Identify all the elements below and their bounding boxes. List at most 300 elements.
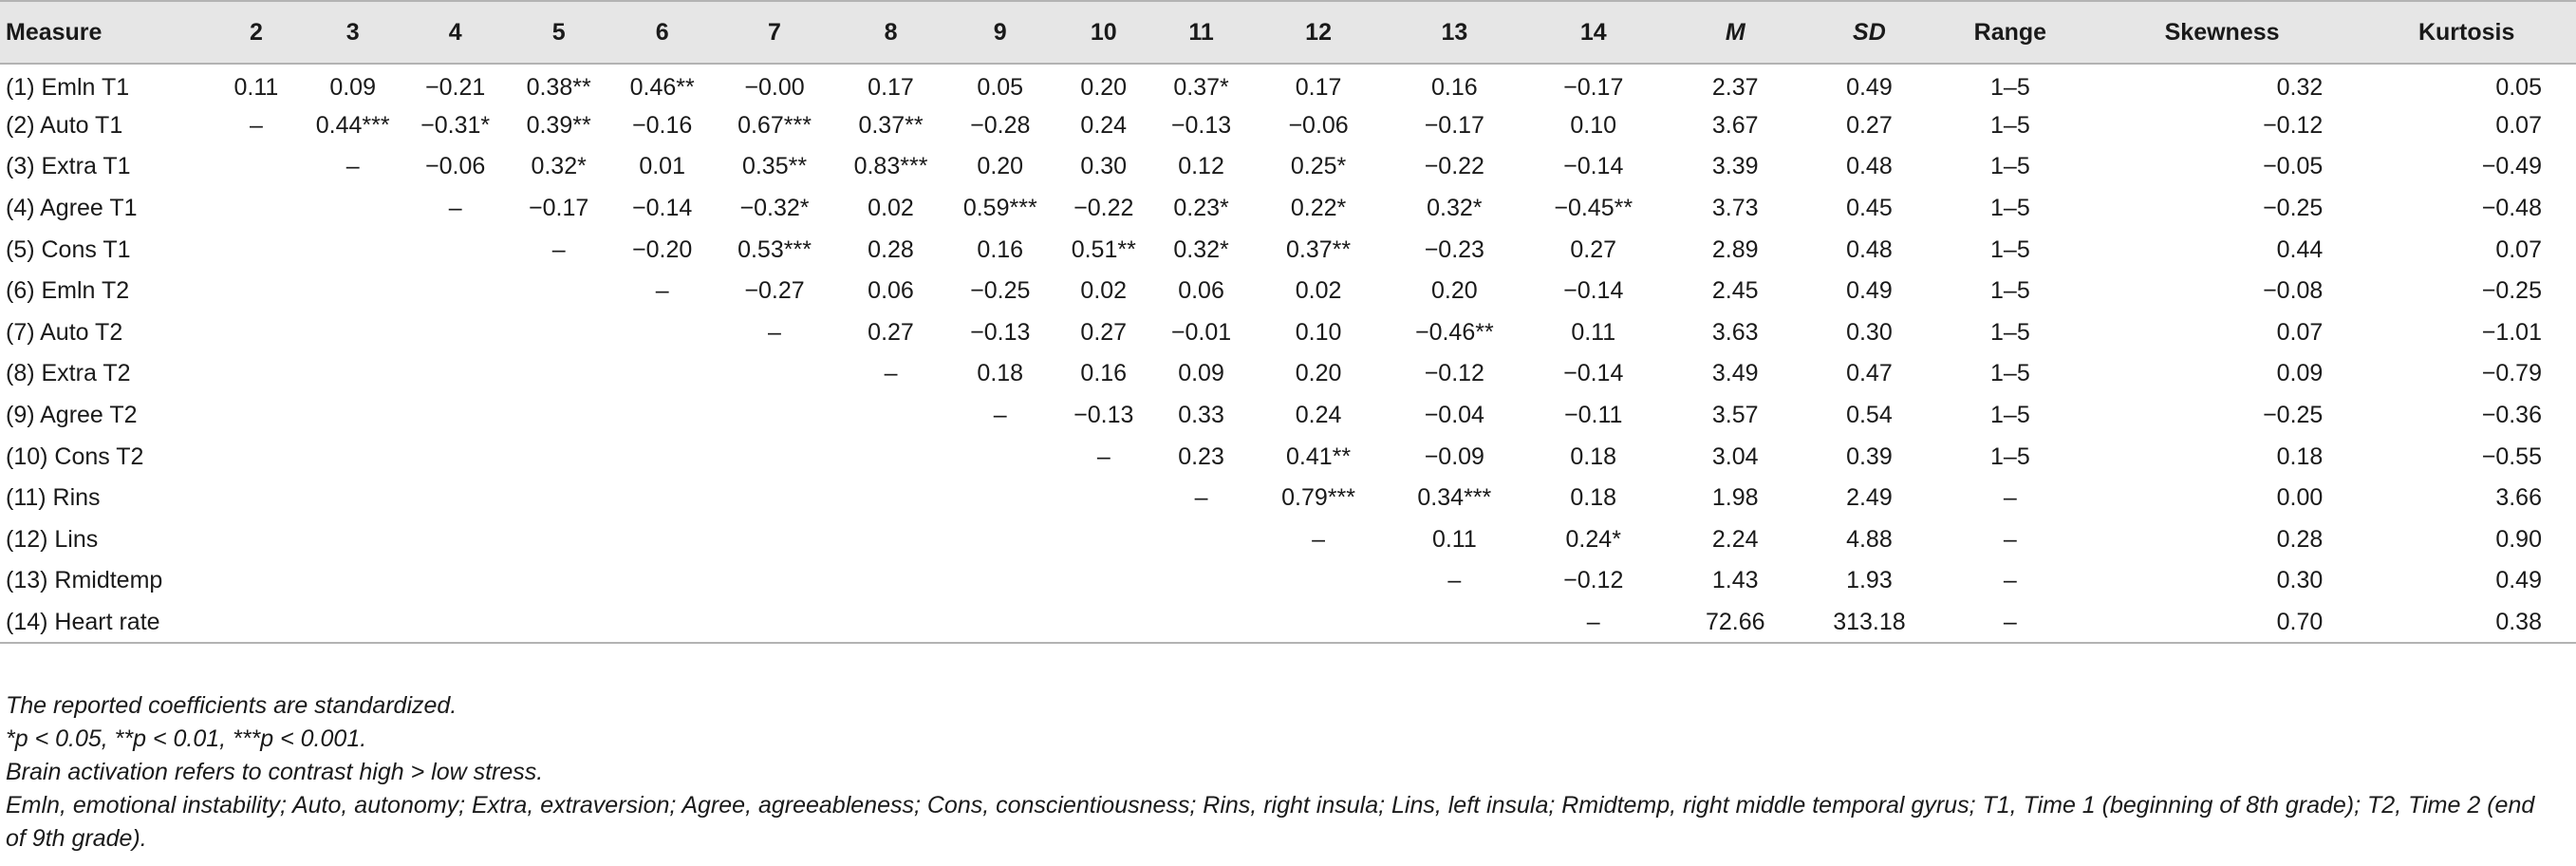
table-cell (1153, 560, 1250, 602)
header-skewness: Skewness (2087, 1, 2357, 64)
table-cell (714, 478, 836, 519)
table-cell: – (1521, 602, 1666, 644)
note-abbreviations: Emln, emotional instability; Auto, autonomy; Extra, extraversion; Agree, agreeableness; Cons, conscientiousness; Rins, right insula; Lins, left insula; Rmidtemp, right middle temporal gyrus; T1, Time 1 (beginning of 8th grade); T2, Time 2 (end of 9th grade). (6, 792, 2535, 852)
table-cell: 0.37** (858, 111, 924, 139)
header-14: 14 (1521, 1, 1666, 64)
table-cell (714, 560, 836, 602)
table-cell (507, 271, 611, 312)
table-cell (946, 519, 1055, 561)
table-cell: 0.49 (2495, 567, 2542, 594)
table-cell: – (1194, 484, 1208, 512)
table-cell: 0.38 (2357, 602, 2576, 644)
table-cell: – (345, 153, 360, 180)
table-cell: 0.38** (526, 73, 591, 101)
table-cell: – (2003, 567, 2017, 594)
table-cell (211, 353, 302, 395)
table-cell (211, 229, 302, 271)
table-cell: −0.55 (2481, 442, 2542, 470)
table-cell (611, 519, 714, 561)
table-cell: −0.00 (744, 73, 805, 101)
table-cell: 0.11 (233, 73, 279, 101)
table-cell: 0.02 (1295, 277, 1342, 305)
table-cell (611, 353, 714, 395)
table-cell (404, 519, 507, 561)
table-cell (835, 436, 945, 478)
table-cell: −0.12 (1424, 360, 1484, 387)
table-cell: 0.34*** (1417, 484, 1492, 512)
row-label: (3) Extra T1 (6, 153, 131, 180)
table-row (0, 478, 2576, 519)
table-cell: −0.21 (425, 73, 486, 101)
table-row (0, 64, 2576, 105)
table-cell (946, 560, 1055, 602)
table-cell (302, 271, 404, 312)
table-cell (404, 271, 507, 312)
table-cell (211, 188, 302, 230)
header-10: 10 (1055, 1, 1153, 64)
header-6: 6 (611, 1, 714, 64)
table-cell (302, 478, 404, 519)
table-cell: −0.09 (1424, 442, 1484, 470)
table-cell: – (551, 235, 566, 263)
table-cell: 0.09 (2276, 360, 2324, 387)
table-cell: −0.14 (1563, 360, 1624, 387)
table-cell: 3.67 (1711, 111, 1759, 139)
table-cell: 3.73 (1711, 195, 1759, 222)
table-cell (211, 560, 302, 602)
table-cell: −0.06 (425, 153, 486, 180)
table-cell: −0.05 (2263, 153, 2324, 180)
table-cell: – (768, 318, 781, 346)
table-cell (714, 436, 836, 478)
table-cell (1055, 519, 1153, 561)
header-measure: Measure (0, 1, 211, 64)
table-cell: 0.54 (1846, 402, 1893, 429)
table-cell: 0.83*** (853, 153, 928, 180)
table-cell: 2.89 (1711, 235, 1759, 263)
table-cell (1055, 478, 1153, 519)
row-label: (8) Extra T2 (6, 360, 131, 387)
table-cell: 0.18 (1570, 442, 1617, 470)
table-cell: −0.17 (1424, 111, 1484, 139)
table-cell: 0.51** (1071, 235, 1136, 263)
table-cell (302, 519, 404, 561)
table-row (0, 560, 2576, 602)
row-label: (2) Auto T1 (6, 111, 123, 139)
row-label: (14) Heart rate (0, 602, 211, 644)
table-cell (211, 271, 302, 312)
header-m: M (1666, 1, 1805, 64)
table-cell: 0.16 (1080, 360, 1128, 387)
table-cell: 0.20 (1431, 277, 1478, 305)
table-cell: −0.25 (2481, 277, 2542, 305)
table-cell (1055, 560, 1153, 602)
note-significance: *p < 0.05, **p < 0.01, ***p < 0.001. (6, 725, 367, 752)
table-cell: – (655, 277, 669, 305)
table-cell: −0.46** (1414, 318, 1494, 346)
table-row (0, 353, 2576, 395)
row-label: (9) Agree T2 (6, 402, 138, 429)
table-cell: 0.30 (1846, 318, 1893, 346)
table-cell: 4.88 (1846, 525, 1893, 553)
header-4: 4 (404, 1, 507, 64)
table-cell: −0.20 (632, 235, 693, 263)
table-cell (714, 602, 836, 644)
table-cell: 1–5 (1990, 235, 2030, 263)
table-row (0, 105, 2576, 147)
table-cell: 313.18 (1805, 602, 1933, 644)
table-cell: 0.49 (1846, 277, 1893, 305)
header-9: 9 (946, 1, 1055, 64)
table-cell: −0.16 (632, 111, 693, 139)
table-cell: −0.45** (1554, 195, 1633, 222)
table-cell: 0.44 (2276, 235, 2324, 263)
table-cell: −0.25 (970, 277, 1031, 305)
table-cell (404, 395, 507, 437)
table-cell (404, 353, 507, 395)
table-cell: 1–5 (1990, 442, 2030, 470)
table-cell: −0.12 (1563, 567, 1624, 594)
table-cell: 1–5 (1990, 318, 2030, 346)
row-label: (13) Rmidtemp (6, 567, 163, 594)
table-cell: −0.27 (744, 277, 805, 305)
table-cell: −0.11 (1564, 402, 1623, 429)
table-cell: 1–5 (1990, 73, 2030, 101)
table-cell: 0.79*** (1281, 484, 1355, 512)
table-cell: – (1447, 567, 1462, 594)
table-cell: −0.31* (420, 111, 491, 139)
header-kurtosis: Kurtosis (2357, 1, 2576, 64)
table-cell: −0.14 (1563, 277, 1624, 305)
table-cell: 0.46** (629, 73, 695, 101)
table-cell: −0.14 (632, 195, 693, 222)
table-cell: 2.49 (1846, 484, 1893, 512)
table-cell: 0.44*** (315, 111, 390, 139)
table-cell: 0.28 (868, 235, 914, 263)
table-cell: 0.24 (1080, 111, 1128, 139)
table-cell (611, 560, 714, 602)
table-cell: −0.06 (1288, 111, 1349, 139)
table-cell: – (884, 360, 898, 387)
table-cell: −0.23 (1424, 235, 1484, 263)
table-cell: 72.66 (1666, 602, 1805, 644)
table-cell: 0.05 (2495, 73, 2542, 101)
table-cell (507, 312, 611, 354)
table-cell: 0.16 (1431, 73, 1478, 101)
table-cell: 3.57 (1711, 402, 1759, 429)
header-11: 11 (1153, 1, 1250, 64)
table-cell: −0.17 (1563, 73, 1624, 101)
table-cell: 0.20 (1080, 73, 1128, 101)
table-cell: – (2003, 525, 2017, 553)
table-cell (946, 602, 1055, 644)
table-cell: 0.48 (1846, 235, 1893, 263)
table-cell: −0.01 (1170, 318, 1232, 346)
table-cell: 0.17 (868, 73, 914, 101)
table-cell: 0.28 (2276, 525, 2324, 553)
table-cell: 0.45 (1846, 195, 1893, 222)
table-cell (611, 395, 714, 437)
table-cell: – (1933, 602, 2087, 644)
table-cell (302, 353, 404, 395)
table-cell (507, 353, 611, 395)
table-cell: 0.30 (2276, 567, 2324, 594)
table-cell: 0.02 (868, 195, 914, 222)
table-cell: 0.30 (1080, 153, 1128, 180)
table-cell (611, 436, 714, 478)
table-cell: 0.23* (1173, 195, 1229, 222)
table-cell: 0.05 (977, 73, 1024, 101)
table-cell: 0.35** (741, 153, 808, 180)
table-row (0, 602, 2576, 644)
table-cell: 0.32 (2276, 73, 2324, 101)
table-cell: 0.24* (1565, 525, 1621, 553)
table-cell (404, 436, 507, 478)
table-cell (302, 229, 404, 271)
table-cell (507, 395, 611, 437)
table-cell: 0.27 (1846, 111, 1893, 139)
table-cell: −0.49 (2481, 153, 2542, 180)
table-cell (211, 478, 302, 519)
table-cell: 0.59*** (962, 195, 1037, 222)
table-cell: 0.27 (1080, 318, 1128, 346)
table-cell: 0.23 (1178, 442, 1224, 470)
table-cell: −0.13 (1073, 402, 1134, 429)
table-cell: 0.22* (1290, 195, 1347, 222)
table-cell: 0.20 (977, 153, 1024, 180)
table-cell: 1–5 (1990, 277, 2030, 305)
table-cell: – (448, 195, 462, 222)
header-sd: SD (1805, 1, 1933, 64)
table-cell: 0.09 (329, 73, 376, 101)
table-cell: 0.07 (2495, 111, 2542, 139)
table-cell: 2.24 (1711, 525, 1759, 553)
table-cell: −0.13 (970, 318, 1031, 346)
table-cell: 3.66 (2495, 484, 2542, 512)
table-row (0, 436, 2576, 478)
table-cell (404, 478, 507, 519)
table-cell (211, 312, 302, 354)
table-cell (211, 436, 302, 478)
table-cell: 0.27 (868, 318, 914, 346)
table-cell (714, 519, 836, 561)
table-cell: 0.32* (1427, 195, 1483, 222)
table-cell: 1.93 (1846, 567, 1893, 594)
table-cell: 0.39** (526, 111, 591, 139)
table-cell (302, 602, 404, 644)
row-label: (10) Cons T2 (6, 442, 144, 470)
table-cell: 0.17 (1295, 73, 1342, 101)
table-cell: −0.48 (2481, 195, 2542, 222)
table-cell (302, 560, 404, 602)
table-cell (714, 395, 836, 437)
table-cell: 0.07 (2276, 318, 2324, 346)
table-header (0, 1, 2576, 64)
table-cell: 0.47 (1846, 360, 1893, 387)
table-cell (946, 478, 1055, 519)
table-cell: 0.10 (1295, 318, 1342, 346)
table-cell: 0.12 (1178, 153, 1224, 180)
table-cell: 0.18 (1570, 484, 1617, 512)
table-cell: −0.36 (2481, 402, 2542, 429)
header-13: 13 (1388, 1, 1521, 64)
table-cell (714, 353, 836, 395)
table-cell: 1–5 (1990, 153, 2030, 180)
table-cell (302, 436, 404, 478)
table-row (0, 519, 2576, 561)
table-cell (835, 602, 945, 644)
table-cell: 0.48 (1846, 153, 1893, 180)
table-cell: 0.00 (2276, 484, 2324, 512)
table-cell: 0.24 (1295, 402, 1342, 429)
table-cell: 1.43 (1711, 567, 1759, 594)
table-cell: −0.08 (2263, 277, 2324, 305)
table-cell (1249, 560, 1387, 602)
table-cell: 0.01 (639, 153, 685, 180)
row-label: (1) Emln T1 (6, 73, 130, 101)
header-8: 8 (835, 1, 945, 64)
row-label: (5) Cons T1 (6, 235, 131, 263)
table-row (0, 395, 2576, 437)
table-cell (404, 229, 507, 271)
note-brain-activation: Brain activation refers to contrast high > low stress. (6, 759, 544, 785)
table-row (0, 229, 2576, 271)
table-cell (211, 519, 302, 561)
table-cell: 0.16 (977, 235, 1024, 263)
table-cell: −0.28 (970, 111, 1031, 139)
table-cell: 0.90 (2495, 525, 2542, 553)
table-cell: – (1096, 442, 1111, 470)
table-cell (302, 188, 404, 230)
table-cell: 1–5 (1990, 402, 2030, 429)
table-cell: – (993, 402, 1007, 429)
header-12: 12 (1249, 1, 1387, 64)
table-cell: −0.22 (1424, 153, 1484, 180)
table-cell: 0.10 (1570, 111, 1617, 139)
table-cell (1249, 602, 1387, 644)
table-cell: – (249, 111, 263, 139)
table-cell (507, 478, 611, 519)
row-label: (7) Auto T2 (6, 318, 123, 346)
header-7: 7 (714, 1, 836, 64)
table-cell: 3.04 (1711, 442, 1759, 470)
row-label: (4) Agree T1 (6, 195, 138, 222)
table-row (0, 188, 2576, 230)
table-cell (404, 602, 507, 644)
table-cell (835, 395, 945, 437)
table-cell: 0.25* (1290, 153, 1347, 180)
note-standardized: The reported coefficients are standardized. (6, 692, 457, 719)
table-cell (946, 436, 1055, 478)
table-cell (404, 312, 507, 354)
table-cell: 0.09 (1178, 360, 1224, 387)
table-cell (302, 395, 404, 437)
table-cell: 1–5 (1990, 195, 2030, 222)
table-cell: 0.02 (1080, 277, 1128, 305)
table-cell (1153, 519, 1250, 561)
table-cell (507, 602, 611, 644)
table-cell: 1.98 (1711, 484, 1759, 512)
table-cell: −0.17 (529, 195, 589, 222)
table-cell (507, 519, 611, 561)
table-cell (404, 560, 507, 602)
table-cell (611, 312, 714, 354)
header-range: Range (1933, 1, 2087, 64)
table-cell: 0.37** (1286, 235, 1352, 263)
table-cell: 3.39 (1711, 153, 1759, 180)
table-cell: 0.20 (1295, 360, 1342, 387)
table-cell: −0.22 (1073, 195, 1134, 222)
table-cell: 2.37 (1711, 73, 1759, 101)
table-body (0, 64, 2576, 643)
table-cell (211, 146, 302, 188)
table-row (0, 146, 2576, 188)
table-cell: −0.25 (2263, 195, 2324, 222)
table-cell (835, 519, 945, 561)
row-label: (12) Lins (6, 525, 99, 553)
table-cell (211, 395, 302, 437)
table-cell: −0.32* (739, 195, 810, 222)
row-label: (6) Emln T2 (6, 277, 130, 305)
table-notes (6, 689, 2559, 856)
table-cell: 0.11 (1571, 318, 1616, 346)
table-cell (211, 602, 302, 644)
table-cell: 0.32* (1173, 235, 1229, 263)
table-cell: 0.06 (868, 277, 914, 305)
header-2: 2 (211, 1, 302, 64)
table-cell (1153, 602, 1250, 644)
table-cell: −0.12 (2263, 111, 2324, 139)
row-label: (11) Rins (6, 484, 101, 512)
table-cell: −0.25 (2263, 402, 2324, 429)
table-cell: −0.14 (1563, 153, 1624, 180)
table-cell (835, 478, 945, 519)
table-cell: 0.18 (977, 360, 1024, 387)
table-cell (611, 478, 714, 519)
table-row (0, 271, 2576, 312)
table-cell: −0.13 (1170, 111, 1232, 139)
table-cell: – (2003, 484, 2017, 512)
table-cell (835, 560, 945, 602)
table-cell: 2.45 (1711, 277, 1759, 305)
table-cell: – (1312, 525, 1326, 553)
table-cell: 0.53*** (737, 235, 812, 263)
header-3: 3 (302, 1, 404, 64)
table-cell: 0.70 (2087, 602, 2357, 644)
table-cell: 0.32* (531, 153, 587, 180)
table-cell (611, 602, 714, 644)
table-cell (507, 436, 611, 478)
table-cell: 3.49 (1711, 360, 1759, 387)
header-row (0, 1, 2576, 64)
table-cell: 0.39 (1846, 442, 1893, 470)
table-cell: 3.63 (1711, 318, 1759, 346)
table-cell: 0.49 (1846, 73, 1893, 101)
table-cell: 0.27 (1570, 235, 1617, 263)
table-cell: 0.18 (2276, 442, 2324, 470)
table-cell: 1–5 (1990, 111, 2030, 139)
table-cell (1055, 602, 1153, 644)
table-cell (1388, 602, 1521, 644)
table-cell: 0.33 (1178, 402, 1224, 429)
table-cell (302, 312, 404, 354)
table-cell (507, 560, 611, 602)
table-cell: 0.06 (1178, 277, 1224, 305)
table-cell: 0.07 (2495, 235, 2542, 263)
table-cell: 0.11 (1431, 525, 1477, 553)
table-cell: 0.41** (1286, 442, 1352, 470)
table-cell: −1.01 (2481, 318, 2542, 346)
